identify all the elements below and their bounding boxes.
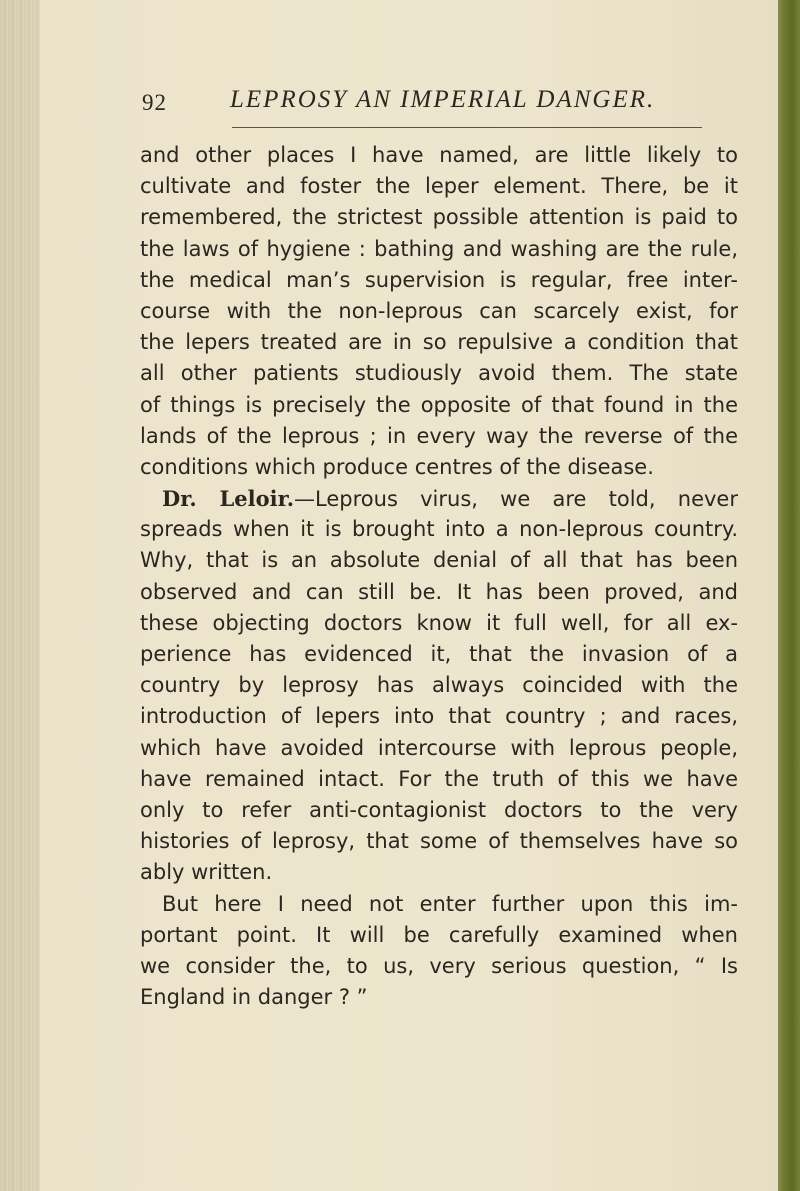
header-rule [232,127,702,128]
text-line: portant point. It will be carefully examined when [140,922,738,947]
text-line: all other patients studiously avoid them. The state [140,361,738,386]
text-line: the laws of hygiene : bathing and washing are the rule, [140,236,738,261]
text-line: Why, that is an absolute denial of all that has been [140,548,738,573]
text-line: perience has evidenced it, that the invasion of a [140,642,738,666]
text-line: only to refer anti-contagionist doctors to the very [140,797,738,822]
text-line: England in danger ? ” [140,985,368,1010]
book-cover-edge [778,0,800,1191]
text-line: remembered, the strictest possible attention is paid to [140,205,738,230]
text-line: lands of the leprous ; in every way the reverse of the [140,423,738,448]
text-line: and other places I have named, are little likely to [140,143,738,167]
text-line: of things is precisely the opposite of that found in the [140,392,738,417]
text-line: which have avoided intercourse with leprous people, [140,735,738,760]
text-line: we consider the, to us, very serious question, “ Is [140,953,738,978]
page-header [142,86,702,126]
text-line: introduction of lepers into that country ; and races, [140,704,738,729]
text-line: course with the non-leprous can scarcely exist, for [140,298,738,323]
speaker-name: Dr. Leloir. [162,486,295,512]
page-number: 92 [142,90,167,115]
text-line: the lepers treated are in so repulsive a condition that [140,330,738,355]
text-line: these objecting doctors know it full well, for all ex- [140,610,738,635]
text-line: observed and can still be. It has been proved, and [140,579,738,604]
body-text [140,140,738,1013]
running-title: LEPROSY AN IMPERIAL DANGER. [230,86,656,113]
text-line: conditions which produce centres of the disease. [140,454,654,479]
text-line [140,483,738,514]
text-line: cultivate and foster the leper element. There, be it [140,174,738,199]
text-line: ably written. [140,860,273,885]
page-gutter-shadow [0,0,40,1191]
text-line: histories of leprosy, that some of themselves have so [140,829,738,854]
text-line: the medical man’s supervision is regular, free inter- [140,267,738,292]
text-line: country by leprosy has always coincided with the [140,673,738,698]
text-line: spreads when it is brought into a non-leprous country. [140,517,738,542]
speaker-text: —Leprous virus, we are told, never [294,487,738,512]
text-line: have remained intact. For the truth of this we have [140,766,738,791]
text-line: But here I need not enter further upon this im- [162,891,738,916]
